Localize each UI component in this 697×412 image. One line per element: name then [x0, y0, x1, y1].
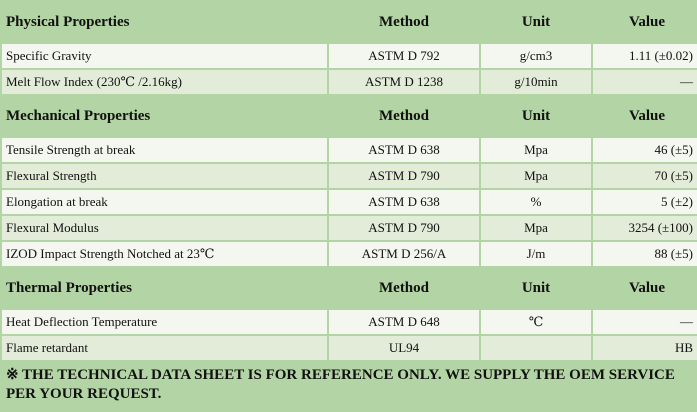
method-cell: ASTM D 790 — [329, 216, 479, 240]
property-cell: IZOD Impact Strength Notched at 23℃ — [2, 242, 327, 266]
method-header: Method — [329, 96, 479, 136]
unit-cell: % — [481, 190, 591, 214]
value-header: Value — [593, 2, 697, 42]
property-cell: Melt Flow Index (230℃ /2.16kg) — [2, 70, 327, 94]
property-cell: Flexural Modulus — [2, 216, 327, 240]
unit-cell: ℃ — [481, 310, 591, 334]
unit-cell — [481, 336, 591, 360]
method-cell: ASTM D 256/A — [329, 242, 479, 266]
value-cell: — — [593, 70, 697, 94]
table-row — [2, 190, 695, 214]
property-cell: Tensile Strength at break — [2, 138, 327, 162]
table-row — [2, 138, 695, 162]
method-cell: ASTM D 638 — [329, 190, 479, 214]
reference-note: ※ THE TECHNICAL DATA SHEET IS FOR REFERENCE ONLY. WE SUPPLY THE OEM SERVICE PER YOUR REQUEST. — [6, 367, 675, 402]
unit-header: Unit — [481, 268, 591, 308]
method-cell: ASTM D 790 — [329, 164, 479, 188]
unit-cell: g/cm3 — [481, 44, 591, 68]
section-header-physical — [2, 2, 695, 42]
table-row — [2, 44, 695, 68]
property-cell: Heat Deflection Temperature — [2, 310, 327, 334]
method-cell: ASTM D 1238 — [329, 70, 479, 94]
value-cell: 5 (±2) — [593, 190, 697, 214]
unit-cell: Mpa — [481, 138, 591, 162]
section-title: Physical Properties — [2, 2, 327, 42]
value-cell: 1.11 (±0.02) — [593, 44, 697, 68]
value-header: Value — [593, 96, 697, 136]
method-cell: UL94 — [329, 336, 479, 360]
section-title: Mechanical Properties — [2, 96, 327, 136]
property-cell: Flame retardant — [2, 336, 327, 360]
unit-cell: J/m — [481, 242, 591, 266]
unit-cell: g/10min — [481, 70, 591, 94]
property-cell: Flexural Strength — [2, 164, 327, 188]
value-cell: 3254 (±100) — [593, 216, 697, 240]
property-cell: Specific Gravity — [2, 44, 327, 68]
value-cell: HB — [593, 336, 697, 360]
table-row — [2, 216, 695, 240]
table-row — [2, 310, 695, 334]
table-row — [2, 164, 695, 188]
value-cell: 46 (±5) — [593, 138, 697, 162]
unit-header: Unit — [481, 96, 591, 136]
value-header: Value — [593, 268, 697, 308]
value-cell: 88 (±5) — [593, 242, 697, 266]
method-cell: ASTM D 648 — [329, 310, 479, 334]
method-header: Method — [329, 2, 479, 42]
unit-header: Unit — [481, 2, 591, 42]
method-header: Method — [329, 268, 479, 308]
table-row — [2, 70, 695, 94]
section-header-mechanical — [2, 96, 695, 136]
table-row — [2, 336, 695, 360]
unit-cell: Mpa — [481, 164, 591, 188]
property-cell: Elongation at break — [2, 190, 327, 214]
section-header-thermal — [2, 268, 695, 308]
value-cell: — — [593, 310, 697, 334]
method-cell: ASTM D 792 — [329, 44, 479, 68]
method-cell: ASTM D 638 — [329, 138, 479, 162]
unit-cell: Mpa — [481, 216, 591, 240]
table-row — [2, 242, 695, 266]
value-cell: 70 (±5) — [593, 164, 697, 188]
section-title: Thermal Properties — [2, 268, 327, 308]
